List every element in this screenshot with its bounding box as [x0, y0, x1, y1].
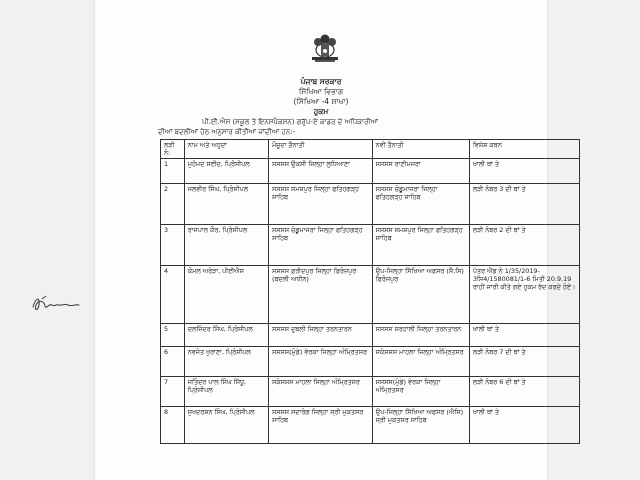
- cell-current: ਸਸਸਸ ਸਮਸ਼ਪੁਰ ਜਿਲ੍ਹਾ ਫਤਿਹਗੜ੍ਹ ਸਾਹਿਬ: [268, 184, 372, 225]
- cell-sr: 7: [161, 377, 185, 407]
- cell-remarks: ਖਾਲੀ ਥਾਂ ਤੇ: [469, 159, 579, 184]
- header-sr: ਲੜੀ ਨੰ:: [161, 140, 185, 159]
- cell-remarks: ਖਾਲੀ ਥਾਂ ਤੇ: [469, 324, 579, 347]
- cell-remarks: ਲੜੀ ਨੰਬਰ 3 ਦੀ ਥਾਂ ਤੇ: [469, 184, 579, 225]
- cell-name: ਸੁਖਦਰਸ਼ਨ ਸਿੰਘ, ਪ੍ਰਿੰਸੀਪਲ: [184, 407, 268, 444]
- header-order: ਹੁਕਮ: [313, 107, 329, 116]
- table-header-row: [161, 140, 580, 159]
- cell-new: ਸਸਸਸ ਸਮਸ਼ਪੁਰ ਜਿਲ੍ਹਾ ਫਤਿਹਗੜ੍ਹ ਸਾਹਿਬ: [372, 225, 469, 266]
- table-row: [161, 324, 580, 347]
- table-row: [161, 159, 580, 184]
- table-row: [161, 347, 580, 377]
- table-row: [161, 184, 580, 225]
- cell-remarks: ਪੱਤਰ ਐਂਡ ਨੰ 1/35/2019-3ਸਿ4/1580081/1-6 ਮਿਤੀ 20.9.19 ਰਾਹੀਂ ਜਾਰੀ ਕੀਤੇ ਗਏ ਹੁਕਮ ਰੱਦ ਕਰਦੇ ਹੋਏ।: [469, 266, 579, 324]
- cell-name: ਜਲਵੀਰ ਸਿੰਘ, ਪ੍ਰਿੰਸੀਪਲ: [184, 184, 268, 225]
- table-row: [161, 266, 580, 324]
- cell-name: ਮੁਹੰਮਦ ਸਈਦ, ਪ੍ਰਿੰਸੀਪਲ: [184, 159, 268, 184]
- cell-sr: 5: [161, 324, 185, 347]
- header-government: ਪੰਜਾਬ ਸਰਕਾਰ: [300, 77, 342, 86]
- table-row: [161, 407, 580, 444]
- header-new-posting: ਨਵੀਂ ਤੈਨਾਤੀ: [372, 140, 469, 159]
- cell-remarks: ਖਾਲੀ ਥਾਂ ਤੇ: [469, 407, 579, 444]
- transfer-table: [160, 139, 580, 444]
- handwritten-signature: [30, 293, 82, 315]
- cell-new: ਸਸਸਸ ਸਰਹਾਲੀ ਜਿਲ੍ਹਾ ਤਰਨਤਾਰਨ: [372, 324, 469, 347]
- header-current-posting: ਮੌਜੂਦਾ ਤੈਨਾਤੀ: [268, 140, 372, 159]
- intro-line-1: ਪੀ.ਈ.ਐਸ (ਸਕੂਲ ਤੇ ਇਨਸਪੈਕਸ਼ਨ) ਗਰੁੱਪ-ਏ ਕਾਡਰ ਦੇ ਅਧਿਕਾਰੀਆਂ: [202, 118, 379, 126]
- cell-current: ਸਕੰਸਸਸ ਮਾਹਲਾ ਜਿਲ੍ਹਾ ਅੰਮ੍ਰਿਤਸਰ: [268, 377, 372, 407]
- intro-line-2: ਦੀਆਂ ਬਦਲੀਆਂ ਹੇਠ ਅਨੁਸਾਰ ਕੀਤੀਆਂ ਜਾਂਦੀਆਂ ਹਨ:-: [158, 128, 296, 136]
- cell-current: ਸਸਸਸ(ਮੁੰਡੇ) ਵੇਰਕਾ ਜਿਲ੍ਹਾ ਅੰਮ੍ਰਿਤਸਰ: [268, 347, 372, 377]
- cell-current: ਸਸਸਸ ਫਰੀਦਪੁਰ ਜਿਲ੍ਹਾ ਫਿਰੋਜ਼ਪੁਰ (ਬਦਲੀ ਅਧੀਨ): [268, 266, 372, 324]
- cell-name: ਦਲਜਿੰਦਰ ਸਿੰਘ, ਪ੍ਰਿੰਸੀਪਲ: [184, 324, 268, 347]
- cell-name: ਰਾਜਪਾਲ ਕੌਰ, ਪ੍ਰਿੰਸੀਪਲ: [184, 225, 268, 266]
- cell-remarks: ਲੜੀ ਨੰਬਰ 6 ਦੀ ਥਾਂ ਤੇ: [469, 377, 579, 407]
- cell-new: ਸਸਸਸ ਚੰਡੂਮਾਜਰਾ ਜਿਲ੍ਹਾ ਫਤਿਹਗੜ੍ਹ ਸਾਹਿਬ: [372, 184, 469, 225]
- cell-new: ਉਪ-ਜਿਲ੍ਹਾ ਸਿੱਖਿਆ ਅਫਸਰ (ਐਸਿ) ਸ੍ਰੀ ਮੁਕਤਸਰ ਸਾਹਿਬ: [372, 407, 469, 444]
- cell-new: ਉਪ-ਜਿਲ੍ਹਾ ਸਿੱਖਿਆ ਅਫਸਰ (ਸੈ.ਸਿ) ਫਿਰੋਜ਼ਪੁਰ: [372, 266, 469, 324]
- header-department: ਸਿੱਖਿਆ ਵਿਭਾਗ: [298, 87, 344, 96]
- table-row: [161, 377, 580, 407]
- cell-sr: 2: [161, 184, 185, 225]
- cell-current: ਸਸਸਸ ਚੰਡੂਮਾਜਰਾ ਜਿਲ੍ਹਾ ਫਤਿਹਗੜ੍ਹ ਸਾਹਿਬ: [268, 225, 372, 266]
- cell-current: ਸਸਸਸ ਸਦਾਰੰਗ ਜਿਲ੍ਹਾ ਸ੍ਰੀ ਮੁਕਤਸਰ ਸਾਹਿਬ: [268, 407, 372, 444]
- header-remarks: ਵਿਸ਼ੇਸ਼ ਕਥਨ: [469, 140, 579, 159]
- cell-new: ਸਸਸਸ ਰਾਣੀਮਜਰਾ: [372, 159, 469, 184]
- cell-remarks: ਲੜੀ ਨੰਬਰ 7 ਦੀ ਥਾਂ ਤੇ: [469, 347, 579, 377]
- cell-sr: 6: [161, 347, 185, 377]
- document-page: [95, 0, 576, 480]
- cell-new: ਸਕੰਸਸਸ ਮਾਹਲਾ ਜਿਲ੍ਹਾ ਅੰਮ੍ਰਿਤਸਰ: [372, 347, 469, 377]
- cell-sr: 3: [161, 225, 185, 266]
- cell-name: ਨਵਜੋਤ ਖੁਰਾਣਾ, ਪ੍ਰਿੰਸੀਪਲ: [184, 347, 268, 377]
- state-emblem-icon: [309, 30, 341, 64]
- cell-current: ਸਸਸਸ ਉਕਸੀ ਜਿਲ੍ਹਾ ਲੁਧਿਆਣਾ: [268, 159, 372, 184]
- cell-current: ਸਸਸਸ ਦੁਬਲੀ ਜਿਲ੍ਹਾ ਤਰਨਤਾਰਨ: [268, 324, 372, 347]
- cell-new: ਸਸਸਸ(ਮੁੰਡੇ) ਵੇਰਕਾ ਜਿਲ੍ਹਾ ਅੰਮ੍ਰਿਤਸਰ: [372, 377, 469, 407]
- cell-sr: 8: [161, 407, 185, 444]
- cell-sr: 1: [161, 159, 185, 184]
- cell-remarks: ਲੜੀ ਨੰਬਰ 2 ਦੀ ਥਾਂ ਤੇ: [469, 225, 579, 266]
- table-row: [161, 225, 580, 266]
- cell-name: ਕੋਮਲ ਅਰੋੜਾ, ਪੀਈਐਸ: [184, 266, 268, 324]
- cell-sr: 4: [161, 266, 185, 324]
- header-branch: (ਸਿੱਖਿਆ -4 ਸ਼ਾਖਾ): [293, 97, 349, 106]
- header-name: ਨਾਮ ਅਤੇ ਅਹੁਦਾ: [184, 140, 268, 159]
- cell-name: ਜਤਿੰਦਰ ਪਾਲ ਸਿੰਘ ਸਿੱਧੂ, ਪ੍ਰਿੰਸੀਪਲ: [184, 377, 268, 407]
